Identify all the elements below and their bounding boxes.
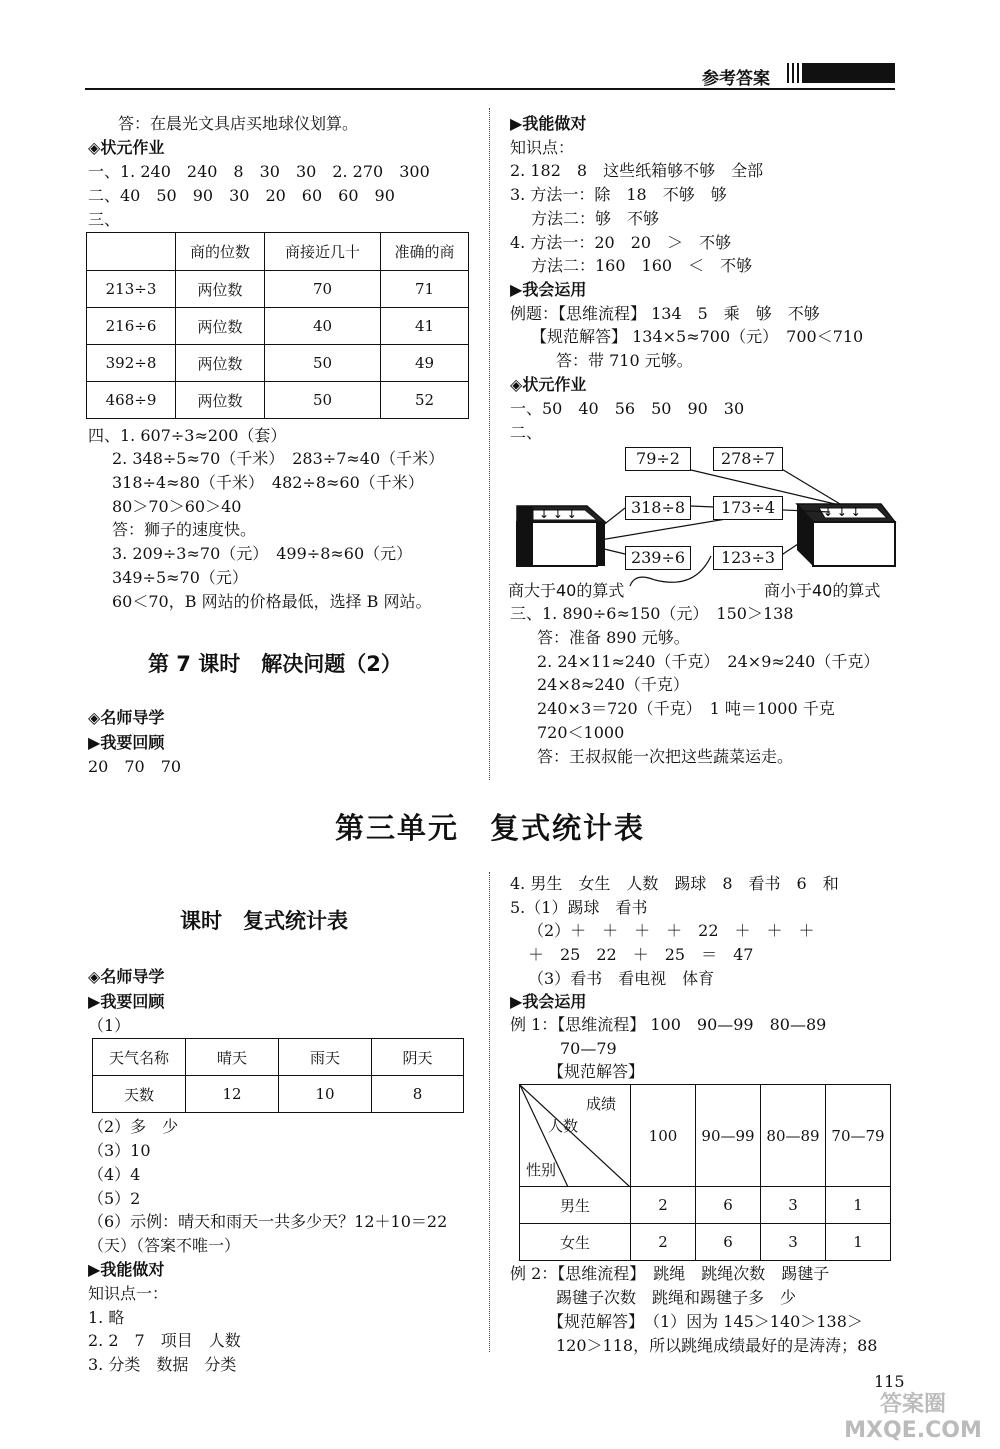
answer-line: 720＜1000: [537, 723, 625, 742]
table-cell: 12: [186, 1076, 279, 1113]
table-cell: 50: [265, 382, 381, 419]
header-rule: [85, 88, 895, 90]
answer-line: 方法二：够 不够: [531, 209, 660, 228]
answer-line: 2. 348÷5≈70（千米） 283÷7≈40（千米）: [112, 449, 445, 468]
table-header: 70—79: [826, 1085, 891, 1187]
answer-line: 二、40 50 90 30 20 60 60 90: [88, 186, 395, 205]
answer-line: 2. 182 8 这些纸箱够不够 全部: [510, 161, 764, 180]
answer-line: 一、50 40 56 50 90 30: [510, 399, 745, 418]
answer-line: 24×8≈240（千克）: [537, 675, 689, 694]
subsection-heading: ▶我会运用: [510, 992, 587, 1011]
weather-table: [92, 1038, 464, 1113]
table-cell: 1: [826, 1187, 891, 1224]
answer-line: 3. 209÷3≈70（元） 499÷8≈60（元）: [112, 544, 413, 563]
table-cell: 49: [381, 345, 469, 382]
triangle-icon: ▶: [510, 114, 523, 133]
corner-top: 成绩: [586, 1095, 617, 1113]
answer-line: 【规范解答】 （1）因为 145＞140＞138＞: [548, 1312, 863, 1331]
table-header: 雨天: [279, 1039, 372, 1076]
watermark: 答案圈 MXQE.COM: [844, 1392, 982, 1443]
answer-line: 答：准备 890 元够。: [537, 628, 690, 647]
answer-line: （1）: [88, 1016, 131, 1035]
answer-line: 【规范解答】 134×5≈700（元） 700＜710: [531, 327, 864, 346]
answer-line: （5）2: [88, 1189, 141, 1208]
answer-line: 踢毽子次数 跳绳和踢毽子多 少: [556, 1288, 797, 1307]
unit-title: 第三单元 复式统计表: [335, 811, 646, 845]
table-cell: 两位数: [176, 345, 265, 382]
table-cell: 71: [381, 271, 469, 308]
answer-line: （3）看书 看电视 体育: [528, 969, 715, 988]
table-cell: 两位数: [176, 382, 265, 419]
answer-line: 四、1. 607÷3≈200（套）: [88, 426, 287, 445]
table-cell: 1: [826, 1224, 891, 1261]
subsection-heading: ▶我能做对: [510, 114, 587, 133]
answer-line: 三、1. 890÷6≈150（元） 150＞138: [510, 604, 794, 623]
section-heading: ◈状元作业: [88, 138, 165, 157]
answer-line: 三、: [88, 210, 121, 229]
answer-line: 3. 分类 数据 分类: [88, 1355, 237, 1374]
table-header: [87, 233, 176, 271]
table-cell: 41: [381, 308, 469, 345]
answer-line: 80＞70＞60＞40: [112, 497, 242, 516]
answer-line: 4. 方法一：20 20 ＞ 不够: [510, 233, 732, 252]
table-cell: 3: [761, 1224, 826, 1261]
diagram-right-label: 商小于40的算式: [764, 581, 881, 600]
triangle-icon: ▶: [510, 280, 523, 299]
expression-box: 278÷7: [713, 447, 783, 471]
table-cell: 2: [631, 1187, 696, 1224]
answer-line: 答：在晨光文具店买地球仪划算。: [118, 114, 359, 133]
answer-line: 例题：【思维流程】 134 5 乘 够 不够: [510, 304, 820, 323]
table-header: 晴天: [186, 1039, 279, 1076]
right-box-front: [813, 522, 895, 566]
matching-diagram: [505, 440, 905, 590]
score-table: [519, 1084, 891, 1261]
table-cell: 两位数: [176, 308, 265, 345]
lesson-title: 课时 复式统计表: [180, 909, 348, 933]
section-heading: ◈名师导学: [88, 967, 165, 986]
answer-line: 2. 24×11≈240（千克） 24×9≈240（千克）: [537, 652, 880, 671]
header-label: 参考答案: [702, 69, 770, 89]
answer-line: 120＞118，所以跳绳成绩最好的是涛涛；88: [556, 1336, 878, 1355]
subsection-heading: ▶我要回顾: [88, 992, 165, 1011]
table-header: 80—89: [761, 1085, 826, 1187]
answer-line: 方法二：160 160 ＜ 不够: [531, 256, 753, 275]
table-cell: 男生: [520, 1187, 631, 1224]
expression-box: 239÷6: [625, 546, 691, 570]
section-heading: ◈状元作业: [510, 375, 587, 394]
table-cell: 70: [265, 271, 381, 308]
answer-line: （2）多 少: [88, 1117, 179, 1136]
triangle-icon: ▶: [88, 733, 101, 752]
table-header: 商接近几十: [265, 233, 381, 271]
answer-line: 例 2：【思维流程】 跳绳 跳绳次数 踢毽子: [510, 1264, 830, 1283]
answer-line: 349÷5≈70（元）: [112, 568, 248, 587]
column-divider-top: [489, 108, 490, 780]
expression-box: 173÷4: [713, 496, 783, 520]
table-cell: 392÷8: [87, 345, 176, 382]
answer-line: 例 1：【思维流程】 100 90—99 80—89: [510, 1015, 827, 1034]
table-cell: 216÷6: [87, 308, 176, 345]
table-cell: 468÷9: [87, 382, 176, 419]
slot-arrows: ↓ ↓ ↓: [539, 507, 577, 521]
table-header: 天气名称: [93, 1039, 186, 1076]
subsection-heading: ▶我能做对: [88, 1260, 165, 1279]
table-cell: 两位数: [176, 271, 265, 308]
table-header: 商的位数: [176, 233, 265, 271]
diamond-icon: ◈: [88, 138, 101, 157]
table-cell: 52: [381, 382, 469, 419]
header-stripe-1: [787, 63, 789, 83]
subsection-heading: ▶我会运用: [510, 280, 587, 299]
answer-line: 答：王叔叔能一次把这些蔬菜运走。: [537, 747, 794, 766]
answer-line: 二、: [510, 423, 543, 442]
diamond-icon: ◈: [88, 967, 101, 986]
section-heading: ◈名师导学: [88, 708, 165, 727]
answer-line: 70—79: [560, 1039, 617, 1058]
answer-line: 【规范解答】: [548, 1062, 645, 1081]
expression-box: 79÷2: [625, 447, 691, 471]
slot-arrows: ↓ ↓ ↓: [823, 505, 861, 519]
table-cell: 女生: [520, 1224, 631, 1261]
answer-line: （2）＋ ＋ ＋ ＋ 22 ＋ ＋ ＋: [528, 921, 815, 940]
answer-line: 答：带 710 元够。: [556, 351, 693, 370]
diamond-icon: ◈: [88, 708, 101, 727]
table-header: 100: [631, 1085, 696, 1187]
header-stripe-2: [792, 63, 794, 83]
diamond-icon: ◈: [510, 375, 523, 394]
table-cell: 2: [631, 1224, 696, 1261]
column-divider-bottom: [489, 872, 490, 1352]
table-cell: 天数: [93, 1076, 186, 1113]
table-cell: 40: [265, 308, 381, 345]
answer-line: ＋ 25 22 ＋ 25 ＝ 47: [528, 945, 754, 964]
answer-line: 知识点一：: [88, 1284, 169, 1303]
table-cell: 50: [265, 345, 381, 382]
answer-line: （6）示例：晴天和雨天一共多少天？12＋10＝22: [88, 1212, 448, 1231]
triangle-icon: ▶: [88, 1260, 101, 1279]
table-header: 准确的商: [381, 233, 469, 271]
triangle-icon: ▶: [510, 992, 523, 1011]
answer-line: 20 70 70: [88, 757, 182, 776]
quotient-table: [86, 232, 469, 419]
table-cell: 213÷3: [87, 271, 176, 308]
table-header: 90—99: [696, 1085, 761, 1187]
corner-bottom: 性别: [526, 1161, 557, 1179]
header-stripe-3: [797, 63, 799, 83]
table-cell: 3: [761, 1187, 826, 1224]
answer-line: 3. 方法一：除 18 不够 够: [510, 185, 727, 204]
table-cell: 6: [696, 1187, 761, 1224]
expression-box: 123÷3: [713, 546, 783, 570]
answer-line: 60＜70，B 网站的价格最低，选择 B 网站。: [112, 592, 432, 611]
answer-line: 答：狮子的速度快。: [112, 520, 257, 539]
lesson-title: 第 7 课时 解决问题（2）: [148, 652, 402, 676]
page-number: 115: [874, 1372, 905, 1391]
answer-line: （天）（答案不唯一）: [88, 1236, 241, 1255]
table-cell: 6: [696, 1224, 761, 1261]
answer-line: 4. 男生 女生 人数 踢球 8 看书 6 和: [510, 874, 839, 893]
answer-line: 5.（1）踢球 看书: [510, 898, 648, 917]
corner-mid: 人数: [548, 1117, 579, 1135]
header-black-bar: [802, 63, 895, 83]
answer-line: 一、1. 240 240 8 30 30 2. 270 300: [88, 162, 430, 181]
answer-line: 318÷4≈80（千米） 482÷8≈60（千米）: [112, 473, 424, 492]
table-cell: 8: [372, 1076, 464, 1113]
answer-line: 2. 2 7 项目 人数: [88, 1331, 241, 1350]
left-box-left: [517, 506, 533, 566]
table-header: 阴天: [372, 1039, 464, 1076]
answer-line: 240×3＝720（千克） 1 吨＝1000 千克: [537, 699, 835, 718]
answer-line: 知识点：: [510, 138, 575, 157]
subsection-heading: ▶我要回顾: [88, 733, 165, 752]
table-cell: 10: [279, 1076, 372, 1113]
expression-box: 318÷8: [625, 496, 691, 520]
answer-line: （3）10: [88, 1141, 151, 1160]
answer-line: （4）4: [88, 1165, 141, 1184]
answer-line: 1. 略: [88, 1308, 125, 1327]
triangle-icon: ▶: [88, 992, 101, 1011]
diagonal-header-cell: [520, 1085, 631, 1187]
diagram-left-label: 商大于40的算式: [508, 581, 625, 600]
